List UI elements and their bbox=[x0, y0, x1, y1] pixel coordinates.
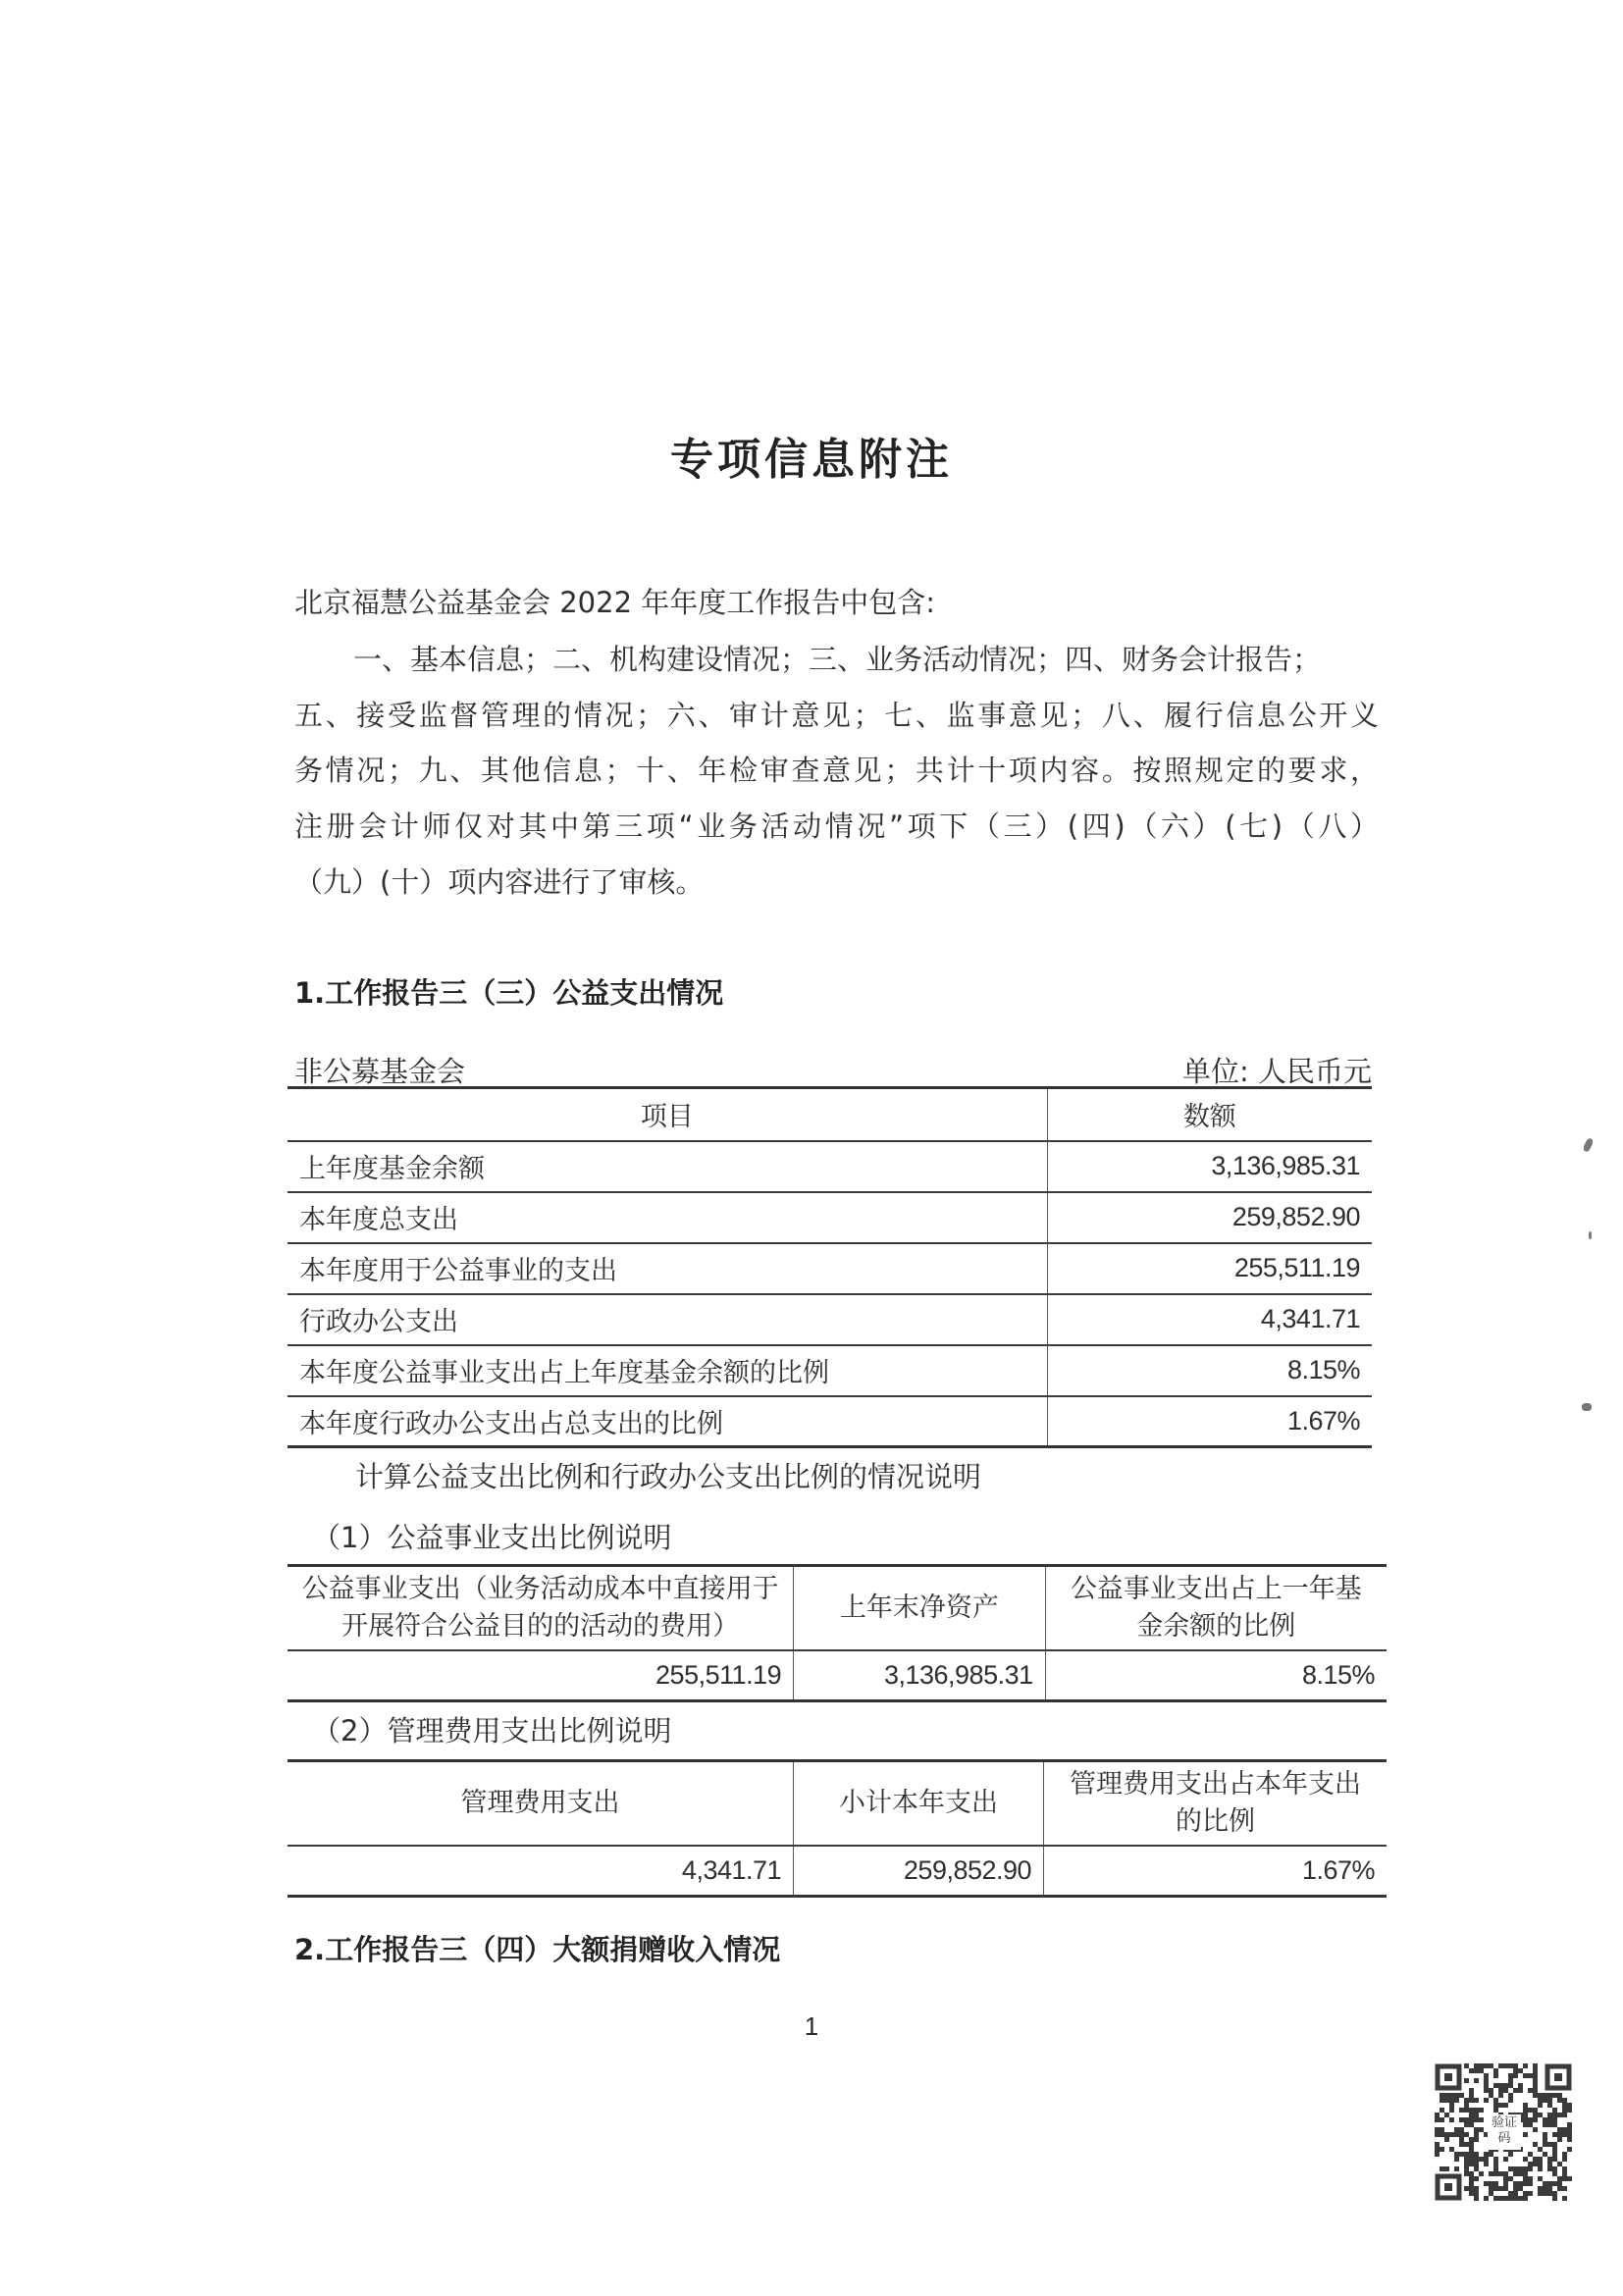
paragraph-line-2: 五、接受监督管理的情况；六、审计意见；七、监事意见；八、履行信息公开义 bbox=[294, 699, 1379, 732]
page-number: 1 bbox=[804, 2011, 819, 2041]
table-row bbox=[288, 1141, 1372, 1192]
column-header-welfare-expense bbox=[288, 1566, 794, 1650]
document-title: 专项信息附注 bbox=[670, 435, 953, 485]
table-row bbox=[288, 1650, 1387, 1701]
qr-label-line: 码 bbox=[1497, 2131, 1511, 2146]
row-item: 上年度基金余额 bbox=[288, 1141, 1047, 1192]
header-line: 金余额的比例 bbox=[1136, 1610, 1296, 1642]
table-row bbox=[288, 1846, 1387, 1897]
ratio-value: 8.15% bbox=[1045, 1650, 1387, 1701]
table-header-row bbox=[288, 1088, 1372, 1141]
paragraph-line-5: （九）(十）项内容进行了审核。 bbox=[294, 865, 705, 899]
paragraph-line-4: 注册会计师仅对其中第三项“业务活动情况”项下（三）(四)（六）(七)（八） bbox=[294, 809, 1379, 843]
header-line: 公益事业支出占上一年基 bbox=[1070, 1573, 1362, 1604]
row-item: 本年度总支出 bbox=[288, 1192, 1047, 1243]
row-amount: 259,852.90 bbox=[1047, 1192, 1372, 1243]
intro-line: 北京福慧公益基金会 2022 年年度工作报告中包含: bbox=[294, 586, 936, 619]
scan-mark bbox=[1589, 1231, 1592, 1239]
public-welfare-expenditure-table bbox=[288, 1086, 1372, 1448]
explanation-title: 计算公益支出比例和行政办公支出比例的情况说明 bbox=[355, 1460, 982, 1493]
net-assets-value: 3,136,985.31 bbox=[794, 1650, 1045, 1701]
scan-mark bbox=[1582, 1137, 1594, 1153]
header-line: 上年末净资产 bbox=[839, 1592, 999, 1623]
header-line: 开展符合公益目的的活动的费用） bbox=[341, 1610, 740, 1642]
paragraph-line-3: 务情况；九、其他信息；十、年检审查意见；共计十项内容。按照规定的要求， bbox=[294, 754, 1379, 787]
table-header-row bbox=[288, 1566, 1387, 1650]
table1-caption-left: 非公募基金会 bbox=[294, 1055, 466, 1088]
paragraph-line-1: 一、基本信息；二、机构建设情况；三、业务活动情况；四、财务会计报告； bbox=[353, 643, 1322, 676]
table-row bbox=[288, 1294, 1372, 1345]
header-line: 管理费用支出 bbox=[460, 1787, 620, 1818]
column-header-net-assets bbox=[794, 1566, 1045, 1650]
row-amount: 255,511.19 bbox=[1047, 1243, 1372, 1294]
row-amount: 8.15% bbox=[1047, 1345, 1372, 1396]
column-header-amount: 数额 bbox=[1047, 1088, 1372, 1141]
header-line: 的比例 bbox=[1176, 1805, 1256, 1837]
table-row bbox=[288, 1345, 1372, 1396]
row-item: 行政办公支出 bbox=[288, 1294, 1047, 1345]
column-header-total-expense bbox=[794, 1761, 1044, 1846]
row-item: 本年度公益事业支出占上年度基金余额的比例 bbox=[288, 1345, 1047, 1396]
row-item: 本年度行政办公支出占总支出的比例 bbox=[288, 1396, 1047, 1447]
management-expense-value: 4,341.71 bbox=[288, 1846, 794, 1897]
column-header-management-expense bbox=[288, 1761, 794, 1846]
section-1-heading: 1.工作报告三（三）公益支出情况 bbox=[294, 976, 724, 1010]
table3-title: （2）管理费用支出比例说明 bbox=[312, 1714, 672, 1748]
scan-mark bbox=[1582, 1403, 1592, 1411]
column-header-ratio bbox=[1045, 1566, 1387, 1650]
total-expense-value: 259,852.90 bbox=[794, 1846, 1044, 1897]
management-expense-ratio-table bbox=[288, 1759, 1387, 1898]
row-item: 本年度用于公益事业的支出 bbox=[288, 1243, 1047, 1294]
table-header-row bbox=[288, 1761, 1387, 1846]
ratio-value: 1.67% bbox=[1044, 1846, 1387, 1897]
qr-code-icon bbox=[1435, 2063, 1572, 2201]
section-2-heading: 2.工作报告三（四）大额捐赠收入情况 bbox=[294, 1933, 781, 1966]
table2-title: （1）公益事业支出比例说明 bbox=[312, 1521, 672, 1554]
table-row bbox=[288, 1396, 1372, 1447]
public-welfare-ratio-table bbox=[288, 1564, 1387, 1702]
welfare-expense-value: 255,511.19 bbox=[288, 1650, 794, 1701]
table-row bbox=[288, 1243, 1372, 1294]
header-line: 管理费用支出占本年支出 bbox=[1070, 1768, 1362, 1800]
row-amount: 4,341.71 bbox=[1047, 1294, 1372, 1345]
table-row bbox=[288, 1192, 1372, 1243]
column-header-item: 项目 bbox=[288, 1088, 1047, 1141]
table1-caption-right: 单位: 人民币元 bbox=[1182, 1055, 1372, 1088]
header-line: 公益事业支出（业务活动成本中直接用于 bbox=[301, 1573, 779, 1604]
column-header-ratio bbox=[1044, 1761, 1387, 1846]
header-line: 小计本年支出 bbox=[839, 1787, 999, 1818]
qr-label-line: 验证 bbox=[1491, 2115, 1517, 2130]
row-amount: 1.67% bbox=[1047, 1396, 1372, 1447]
row-amount: 3,136,985.31 bbox=[1047, 1141, 1372, 1192]
